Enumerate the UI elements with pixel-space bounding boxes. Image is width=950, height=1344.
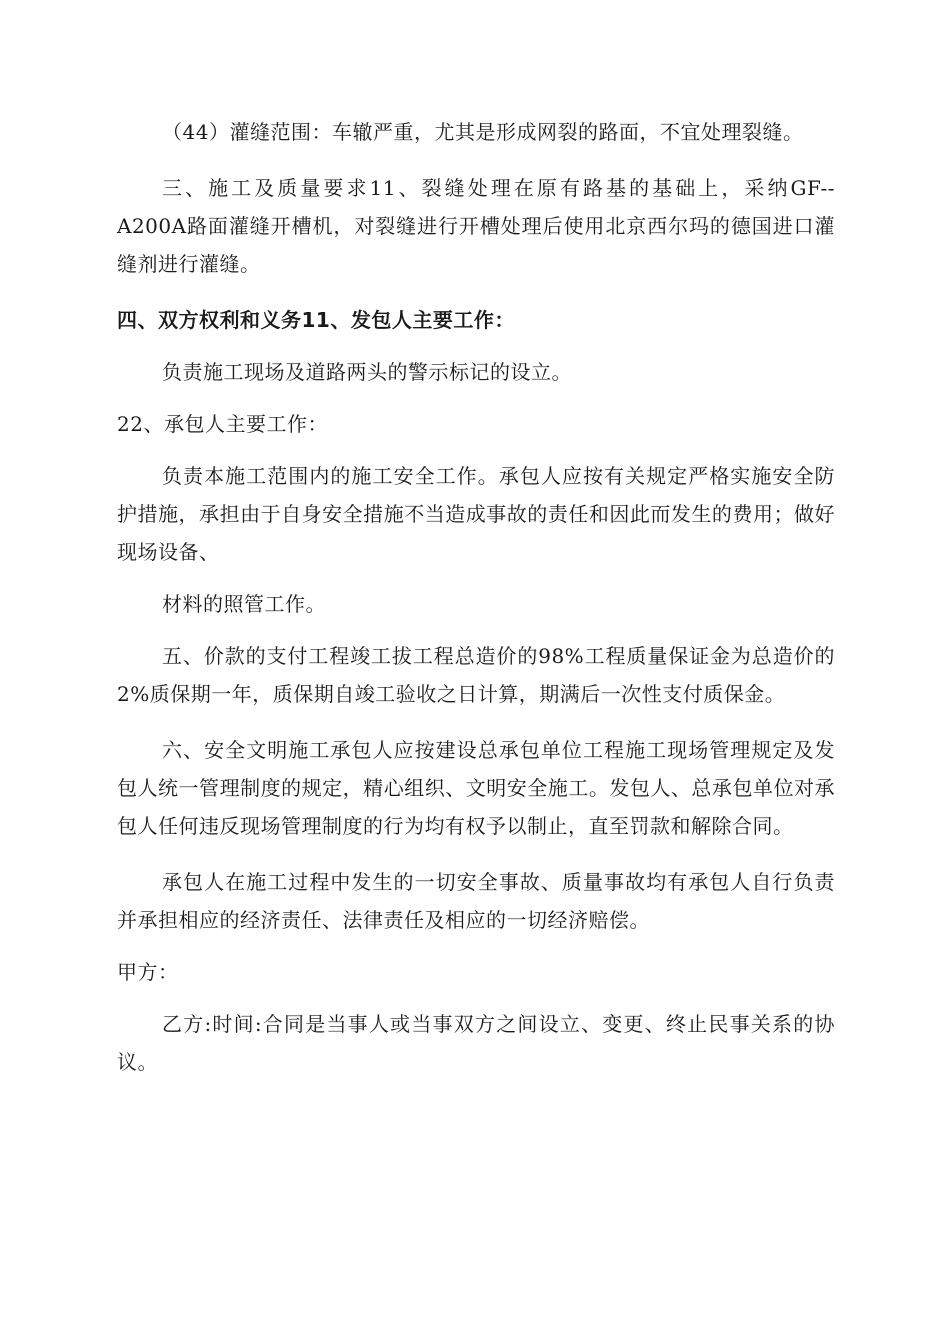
section-heading-rights-obligations: 四、双方权利和义务11、发包人主要工作： [117,308,515,332]
paragraph-warning-signs: 负责施工现场及道路两头的警示标记的设立。 [162,360,572,384]
document-body [117,113,835,1081]
paragraph-payment: 五、价款的支付工程竣工拔工程总造价的98%工程质量保证金为总造价的2%质保期一年，质保期自竣工验收之日计算，期满后一次性支付质保金。 [117,644,835,706]
party-a-label: 甲方： [117,960,179,984]
paragraph-construction-quality: 三、施工及质量要求11、裂缝处理在原有路基的基础上，采纳GF--A200A路面灌缝开槽机，对裂缝进行开槽处理后使用北京西尔玛的德国进口灌缝剂进行灌缝。 [117,176,835,276]
paragraph-crack-filling-scope: （44）灌缝范围：车辙严重，尤其是形成网裂的路面，不宜处理裂缝。 [162,120,804,144]
party-b-time-line: 乙方:时间:合同是当事人或当事双方之间设立、变更、终止民事关系的协议。 [117,1012,835,1074]
paragraph-contractor-duties-heading: 22、承包人主要工作： [117,412,328,436]
paragraph-materials-care: 材料的照管工作。 [162,592,326,616]
paragraph-civilized-construction: 六、安全文明施工承包人应按建设总承包单位工程施工现场管理规定及发包人统一管理制度的规定，精心组织、文明安全施工。发包人、总承包单位对承包人任何违反现场管理制度的行为均有权予以制止，直至罚款和解除合同。 [117,738,835,838]
paragraph-accident-liability: 承包人在施工过程中发生的一切安全事故、质量事故均有承包人自行负责并承担相应的经济责任、法律责任及相应的一切经济赔偿。 [117,870,835,932]
paragraph-safety-responsibility: 负责本施工范围内的施工安全工作。承包人应按有关规定严格实施安全防护措施，承担由于自身安全措施不当造成事故的责任和因此而发生的费用；做好现场设备、 [117,464,835,564]
